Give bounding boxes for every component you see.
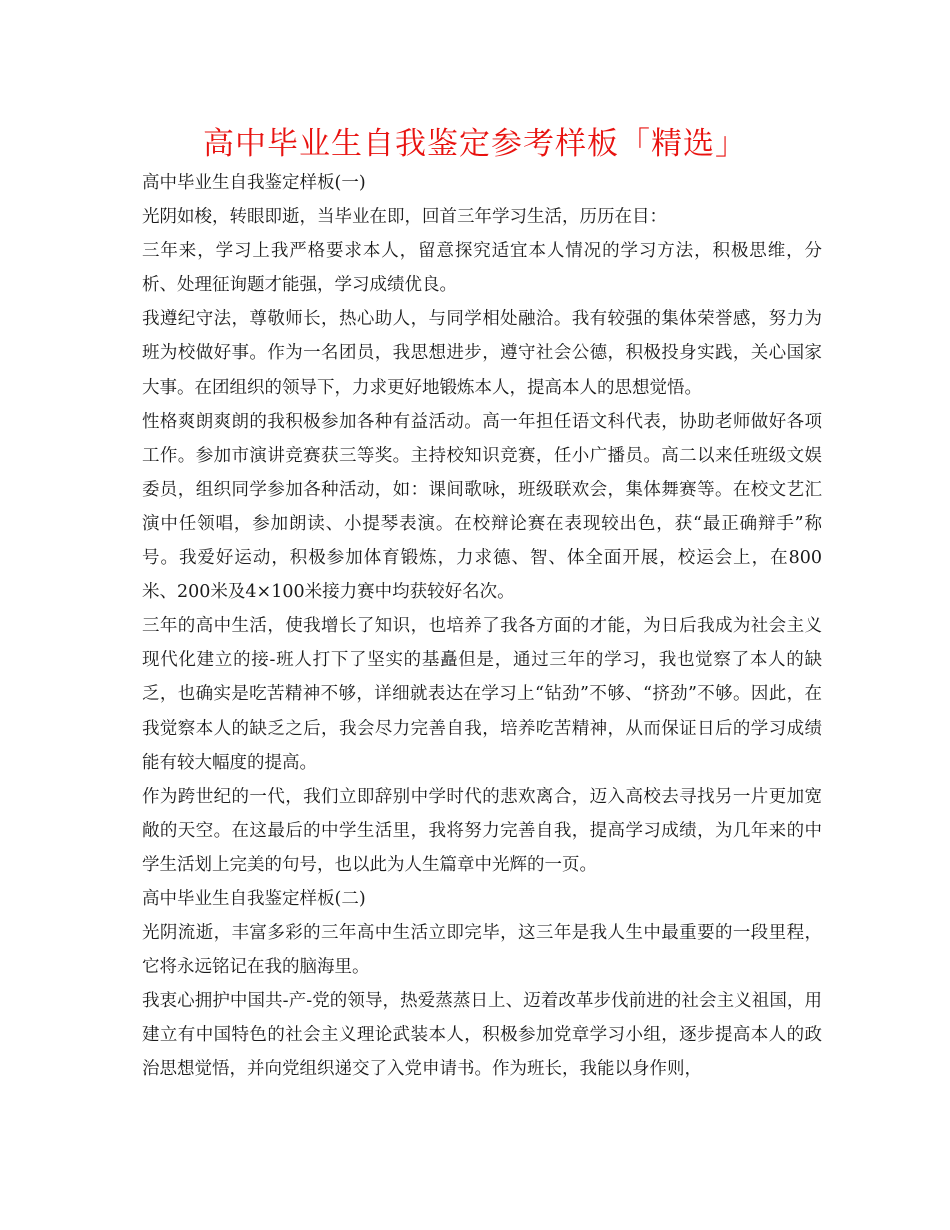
section-heading-1: 高中毕业生自我鉴定样板(一) xyxy=(142,173,366,193)
document-body xyxy=(142,166,822,1087)
paragraph: 作为跨世纪的一代，我们立即辞别中学时代的悲欢离合，迈入高校去寻找另一片更加宽敞的天空。在这最后的中学生活里，我将努力完善自我，提高学习成绩，为几年来的中学生活划上完美的句号，也以此为人生篇章中光辉的一页。 xyxy=(142,786,822,875)
paragraph: 三年的高中生活，使我增长了知识，也培养了我各方面的才能，为日后我成为社会主义现代化建立的接-班人打下了坚实的基矗但是，通过三年的学习，我也觉察了本人的缺乏，也确实是吃苦精神不够，详细就表达在学习上“钻劲”不够、“挤劲”不够。因此，在我觉察本人的缺乏之后，我会尽力完善自我，培养吃苦精神，从而保证日后的学习成绩能有较大幅度的提高。 xyxy=(142,616,822,773)
paragraph: 我遵纪守法，尊敬师长，热心助人，与同学相处融洽。我有较强的集体荣誉感，努力为班为校做好事。作为一名团员，我思想进步，遵守社会公德，积极投身实践，关心国家大事。在团组织的领导下，力求更好地锻炼本人，提高本人的思想觉悟。 xyxy=(142,309,822,398)
paragraph: 光阴流逝，丰富多彩的三年高中生活立即完毕，这三年是我人生中最重要的一段里程，它将永远铭记在我的脑海里。 xyxy=(142,923,822,978)
paragraph: 光阴如梭，转眼即逝，当毕业在即，回首三年学习生活，历历在目： xyxy=(142,207,667,228)
paragraph: 我衷心拥护中国共-产-党的领导，热爱蒸蒸日上、迈着改革步伐前进的社会主义祖国，用建立有中国特色的社会主义理论武装本人，积极参加党章学习小组，逐步提高本人的政治思想觉悟，并向党组织递交了入党申请书。作为班长，我能以身作则， xyxy=(142,991,822,1080)
paragraph: 三年来，学习上我严格要求本人，留意探究适宜本人情况的学习方法，积极思维，分析、处理征询题才能强，学习成绩优良。 xyxy=(142,241,822,296)
paragraph: 性格爽朗爽朗的我积极参加各种有益活动。高一年担任语文科代表，协助老师做好各项工作。参加市演讲竞赛获三等奖。主持校知识竞赛，任小广播员。高二以来任班级文娱委员，组织同学参加各种活动，如：课间歌咏，班级联欢会，集体舞赛等。在校文艺汇演中任领唱，参加朗读、小提琴表演。在校辩论赛在表现较出色，获“最正确辩手”称号。我爱好运动，积极参加体育锻炼，力求德、智、体全面开展，校运会上，在800米、200米及4×100米接力赛中均获较好名次。 xyxy=(142,411,822,603)
document-title: 高中毕业生自我鉴定参考样板「精选」 xyxy=(203,126,747,162)
section-heading-2: 高中毕业生自我鉴定样板(二) xyxy=(142,888,366,909)
